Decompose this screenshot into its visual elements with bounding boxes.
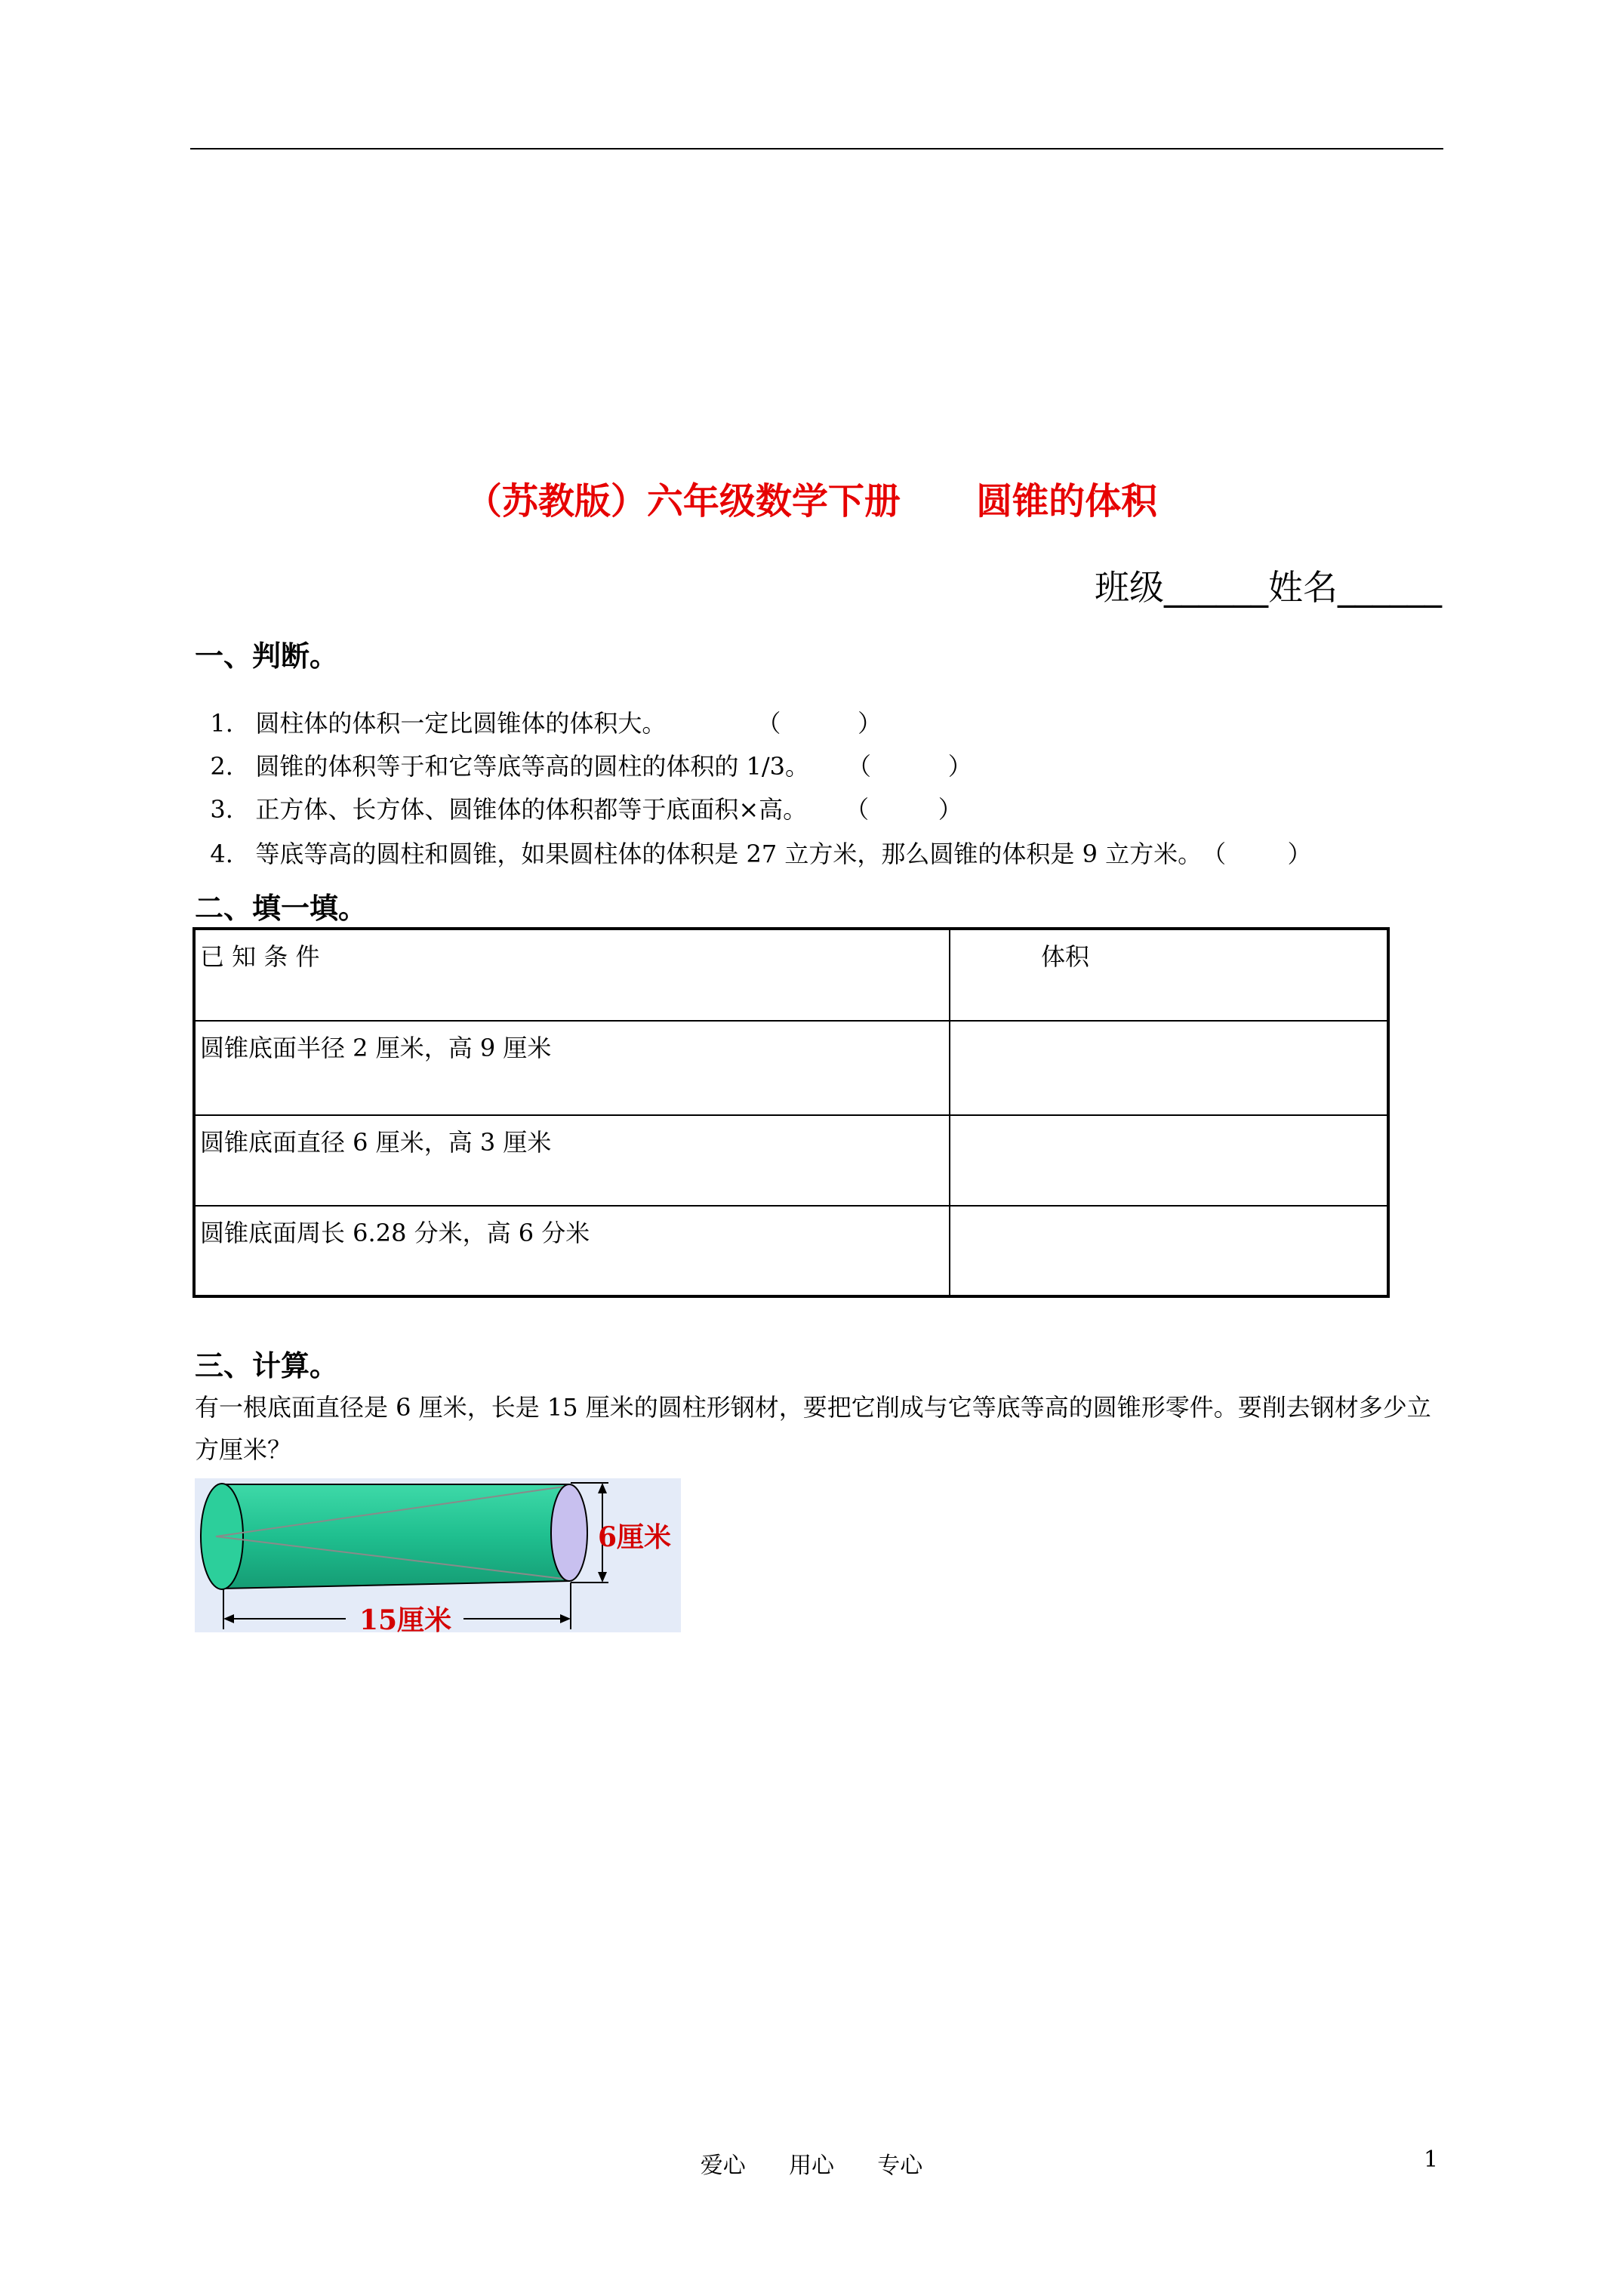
page-title: （苏教版）六年级数学下册 圆锥的体积 xyxy=(465,480,1158,522)
page-number: 1 xyxy=(1424,2147,1439,2173)
item-text: 圆锥的体积等于和它等底等高的圆柱的体积的 1/3。 xyxy=(255,752,810,781)
footer-text: 爱心 用心 专心 xyxy=(700,2153,923,2179)
cylinder-right-face xyxy=(551,1484,587,1581)
item-text: 等底等高的圆柱和圆锥，如果圆柱体的体积是 27 立方米，那么圆锥的体积是 9 立方米。 xyxy=(255,840,1203,868)
answer-paren[interactable]: （ ） xyxy=(847,752,972,781)
table-row xyxy=(194,1021,1388,1115)
answer-paren[interactable]: （ ） xyxy=(756,709,882,738)
section2-heading: 二、填一填。 xyxy=(195,892,368,925)
header-rule xyxy=(190,148,1443,149)
length-arrow-head-left xyxy=(223,1614,234,1623)
diameter-label: 6厘米 xyxy=(598,1521,672,1553)
table-row xyxy=(194,1206,1388,1296)
volume-answer-cell[interactable] xyxy=(950,1021,1388,1115)
fill-table xyxy=(192,927,1390,1298)
table-row xyxy=(194,1115,1388,1206)
volume-answer-cell[interactable] xyxy=(950,1115,1388,1206)
header-volume: 体积 xyxy=(950,929,1388,1021)
table-header-row xyxy=(194,929,1388,1021)
condition-cell: 圆锥底面半径 2 厘米，高 9 厘米 xyxy=(194,1021,950,1115)
item-text: 正方体、长方体、圆锥体的体积都等于底面积×高。 xyxy=(255,795,808,824)
item-number: 4. xyxy=(210,840,233,868)
length-label: 15厘米 xyxy=(359,1604,452,1636)
item-text: 圆柱体的体积一定比圆锥体的体积大。 xyxy=(255,709,667,738)
condition-cell: 圆锥底面周长 6.28 分米，高 6 分米 xyxy=(194,1206,950,1296)
diameter-arrow-head-top xyxy=(598,1483,607,1493)
cylinder-cone-figure xyxy=(195,1478,681,1636)
item-number: 3. xyxy=(210,795,233,824)
answer-paren[interactable]: （ ） xyxy=(1202,840,1312,868)
volume-answer-cell[interactable] xyxy=(950,1206,1388,1296)
class-name-line: 班级______姓名______ xyxy=(1095,567,1442,608)
diameter-arrow-head-bottom xyxy=(598,1572,607,1583)
judge-item-4 xyxy=(195,806,1312,870)
item-number: 2. xyxy=(210,752,233,781)
section3-heading: 三、计算。 xyxy=(195,1349,339,1382)
header-known-conditions: 已 知 条 件 xyxy=(194,929,950,1021)
section1-heading: 一、判断。 xyxy=(195,639,339,673)
length-arrow-head-right xyxy=(560,1614,571,1623)
condition-cell: 圆锥底面直径 6 厘米，高 3 厘米 xyxy=(194,1115,950,1206)
item-number: 1. xyxy=(210,709,233,738)
calculation-problem: 有一根底面直径是 6 厘米，长是 15 厘米的圆柱形钢材，要把它削成与它等底等高的圆锥形零件。要削去钢材多少立方厘米？ xyxy=(195,1393,1431,1464)
answer-paren[interactable]: （ ） xyxy=(845,795,962,824)
